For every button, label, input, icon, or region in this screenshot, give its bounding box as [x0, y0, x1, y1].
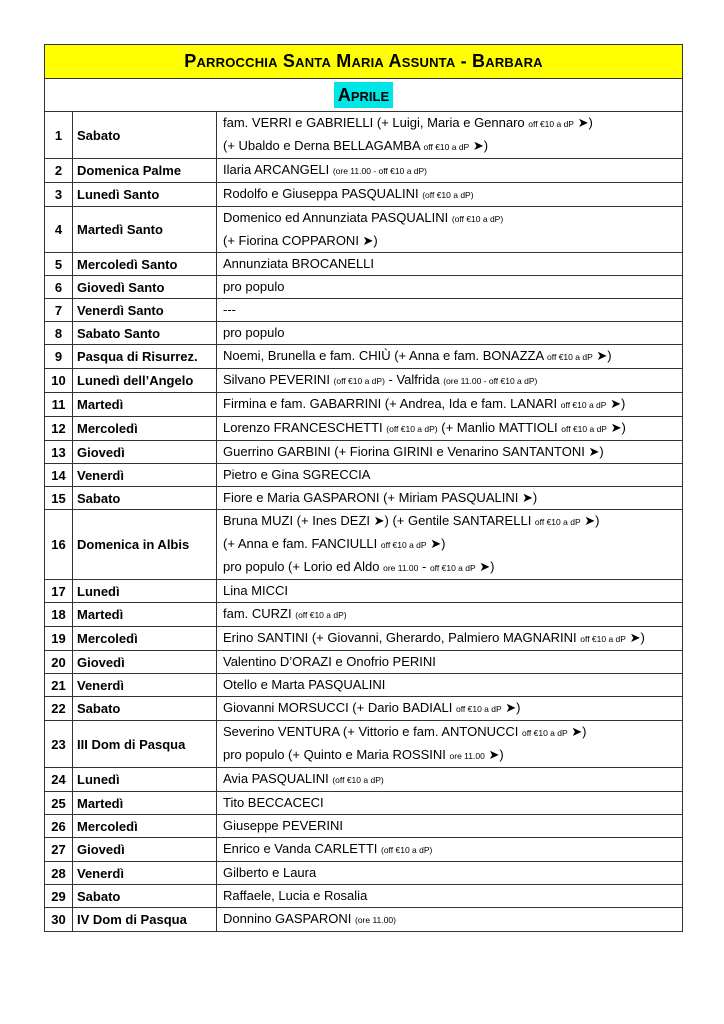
day-number: 22 — [45, 697, 73, 721]
day-number: 11 — [45, 393, 73, 417]
intention-cell — [217, 885, 683, 908]
intention-text: (+ Fiorina COPPARONI ➤) — [223, 233, 378, 248]
day-number: 19 — [45, 627, 73, 651]
intention-line — [223, 345, 678, 368]
day-name: Martedì — [73, 393, 217, 417]
day-number: 4 — [45, 207, 73, 253]
intention-text: Giuseppe PEVERINI — [223, 818, 343, 833]
intention-text: pro populo (+ Lorio ed Aldo — [223, 559, 384, 574]
intention-line — [223, 487, 678, 509]
offering-note: off €10 a dP — [560, 400, 607, 410]
intention-line — [223, 533, 678, 556]
table-row — [45, 603, 683, 627]
intention-cell — [217, 369, 683, 393]
day-name: Mercoledì — [73, 417, 217, 441]
day-number: 18 — [45, 603, 73, 627]
day-name: Martedì — [73, 792, 217, 815]
intention-text: Bruna MUZI (+ Ines DEZI ➤) (+ Gentile SANTARELLI — [223, 513, 535, 528]
table-row — [45, 183, 683, 207]
offering-note: (ore 11.00) — [354, 915, 396, 925]
intention-line — [223, 556, 678, 579]
intention-text: --- — [223, 302, 236, 317]
intention-text: pro populo (+ Quinto e Maria ROSSINI — [223, 747, 450, 762]
intention-text: Lorenzo FRANCESCHETTI — [223, 420, 387, 435]
day-name: Lunedì — [73, 768, 217, 792]
intention-cell — [217, 487, 683, 510]
offering-note: off €10 a dP — [534, 517, 581, 527]
table-row — [45, 792, 683, 815]
intention-text: pro populo — [223, 325, 285, 340]
intention-text: ➤) — [567, 724, 587, 739]
offering-note: off €10 a dP — [528, 119, 574, 129]
day-name: Sabato — [73, 112, 217, 159]
day-number: 26 — [45, 815, 73, 838]
day-number: 14 — [45, 464, 73, 487]
table-row — [45, 768, 683, 792]
day-number: 27 — [45, 838, 73, 862]
day-number: 16 — [45, 510, 73, 580]
table-row — [45, 627, 683, 651]
intention-text: Annunziata BROCANELLI — [223, 256, 375, 271]
intention-text: ➤) — [426, 536, 446, 551]
intention-cell — [217, 207, 683, 253]
intention-text: (+ Anna e fam. FANCIULLI — [223, 536, 381, 551]
intention-line — [223, 230, 678, 252]
intention-text: Rodolfo e Giuseppa PASQUALINI — [223, 186, 423, 201]
day-name: Mercoledì — [73, 627, 217, 651]
day-number: 2 — [45, 159, 73, 183]
intention-line — [223, 862, 678, 884]
intention-line — [223, 253, 678, 275]
month-label: Aprile — [334, 82, 393, 108]
table-row — [45, 885, 683, 908]
intention-cell — [217, 345, 683, 369]
intention-text: ➤) — [625, 630, 645, 645]
intention-text: Firmina e fam. GABARRINI (+ Andrea, Ida e fam. LANARI — [223, 396, 561, 411]
day-name: Mercoledì Santo — [73, 253, 217, 276]
intention-line — [223, 838, 678, 861]
day-name: Giovedì — [73, 651, 217, 674]
day-number: 24 — [45, 768, 73, 792]
intention-text: Avia PASQUALINI — [223, 771, 333, 786]
day-number: 5 — [45, 253, 73, 276]
intention-text: Severino VENTURA (+ Vittorio e fam. ANTONUCCI — [223, 724, 522, 739]
day-name: Sabato Santo — [73, 322, 217, 345]
day-number: 17 — [45, 580, 73, 603]
intention-cell — [217, 603, 683, 627]
intention-cell — [217, 112, 683, 159]
table-row — [45, 159, 683, 183]
table-row — [45, 393, 683, 417]
offering-note: off €10 a dP — [380, 540, 427, 550]
day-number: 15 — [45, 487, 73, 510]
parish-title: Parrocchia Santa Maria Assunta - Barbara — [45, 45, 683, 79]
intention-cell — [217, 299, 683, 322]
intention-cell — [217, 908, 683, 932]
intention-cell — [217, 580, 683, 603]
intention-text: Enrico e Vanda CARLETTI — [223, 841, 381, 856]
intention-text: fam. CURZI — [223, 606, 296, 621]
intention-cell — [217, 862, 683, 885]
day-number: 30 — [45, 908, 73, 932]
intention-line — [223, 322, 678, 344]
table-row — [45, 276, 683, 299]
day-number: 12 — [45, 417, 73, 441]
day-number: 13 — [45, 441, 73, 464]
day-name: IV Dom di Pasqua — [73, 908, 217, 932]
table-row — [45, 908, 683, 932]
intention-line — [223, 464, 678, 486]
intention-text: pro populo — [223, 279, 285, 294]
day-name: Domenica in Albis — [73, 510, 217, 580]
day-name: Sabato — [73, 487, 217, 510]
offering-note: (off €10 a dP) — [381, 845, 433, 855]
intention-line — [223, 580, 678, 602]
table-row — [45, 464, 683, 487]
intention-text: Domenico ed Annunziata PASQUALINI — [223, 210, 452, 225]
offering-note: (ore 11.00 - off €10 a dP) — [332, 166, 428, 176]
day-number: 28 — [45, 862, 73, 885]
intention-line — [223, 299, 678, 321]
day-number: 7 — [45, 299, 73, 322]
intention-line — [223, 183, 678, 206]
day-number: 6 — [45, 276, 73, 299]
intention-line — [223, 276, 678, 298]
intention-text: Guerrino GARBINI (+ Fiorina GIRINI e Venarino SANTANTONI ➤) — [223, 444, 604, 459]
day-name: Giovedì Santo — [73, 276, 217, 299]
offering-note: ore 11.00 — [449, 751, 485, 761]
day-name: Venerdì Santo — [73, 299, 217, 322]
intention-text: Silvano PEVERINI — [223, 372, 334, 387]
offering-note: (ore 11.00 - off €10 a dP) — [443, 376, 538, 386]
intention-text: Tito BECCACECI — [223, 795, 324, 810]
mass-intentions-sheet — [44, 44, 682, 932]
day-name: Martedì Santo — [73, 207, 217, 253]
intention-line — [223, 441, 678, 463]
intention-line — [223, 768, 678, 791]
day-number: 3 — [45, 183, 73, 207]
intention-line — [223, 603, 678, 626]
intention-line — [223, 744, 678, 767]
table-row — [45, 862, 683, 885]
offering-note: off €10 a dP — [547, 352, 593, 362]
intention-text: ➤) — [501, 700, 521, 715]
intention-text: Gilberto e Laura — [223, 865, 317, 880]
day-name: Venerdì — [73, 464, 217, 487]
table-row — [45, 207, 683, 253]
intention-line — [223, 417, 678, 440]
offering-note: ore 11.00 — [383, 563, 419, 573]
offering-note: off €10 a dP — [521, 728, 568, 738]
intention-cell — [217, 721, 683, 768]
offering-note: off €10 a dP — [561, 424, 607, 434]
intention-text: ➤) — [475, 559, 495, 574]
intention-text: Fiore e Maria GASPARONI (+ Miriam PASQUALINI ➤) — [223, 490, 538, 505]
day-number: 10 — [45, 369, 73, 393]
intention-cell — [217, 674, 683, 697]
intention-line — [223, 815, 678, 837]
intention-line — [223, 135, 678, 158]
intention-line — [223, 627, 678, 650]
day-number: 8 — [45, 322, 73, 345]
intention-text: - Valfrida — [384, 372, 444, 387]
intention-text: Lina MICCI — [223, 583, 289, 598]
intention-text: Donnino GASPARONI — [223, 911, 355, 926]
intention-text: Otello e Marta PASQUALINI — [223, 677, 386, 692]
intention-cell — [217, 417, 683, 441]
day-name: Pasqua di Risurrez. — [73, 345, 217, 369]
intention-cell — [217, 276, 683, 299]
intention-text: (+ Ubaldo e Derna BELLAGAMBA — [223, 138, 424, 153]
month-row — [45, 79, 683, 112]
intention-line — [223, 159, 678, 182]
intention-text: Noemi, Brunella e fam. CHIÙ (+ Anna e fam. BONAZZA — [223, 348, 548, 363]
intention-text: - — [418, 559, 430, 574]
intention-cell — [217, 441, 683, 464]
day-number: 23 — [45, 721, 73, 768]
offering-note: (off €10 a dP) — [332, 775, 384, 785]
intention-text: ➤) — [606, 396, 626, 411]
offering-note: off €10 a dP — [423, 142, 470, 152]
table-row — [45, 253, 683, 276]
table-row — [45, 441, 683, 464]
offering-note: (off €10 a dP) — [333, 376, 385, 386]
day-name: Giovedì — [73, 441, 217, 464]
intention-cell — [217, 792, 683, 815]
offering-note: off €10 a dP — [455, 704, 502, 714]
intention-line — [223, 885, 678, 907]
day-name: Mercoledì — [73, 815, 217, 838]
intention-text: ➤) — [573, 115, 593, 130]
day-number: 29 — [45, 885, 73, 908]
day-name: Lunedì Santo — [73, 183, 217, 207]
intention-line — [223, 674, 678, 696]
intention-text: ➤) — [592, 348, 612, 363]
intention-cell — [217, 464, 683, 487]
day-name: Sabato — [73, 697, 217, 721]
intention-cell — [217, 183, 683, 207]
table-row — [45, 838, 683, 862]
intention-text: Erino SANTINI (+ Giovanni, Gherardo, Palmiero MAGNARINI — [223, 630, 581, 645]
intention-cell — [217, 510, 683, 580]
title-row — [45, 45, 683, 79]
day-name: III Dom di Pasqua — [73, 721, 217, 768]
day-name: Domenica Palme — [73, 159, 217, 183]
day-name: Martedì — [73, 603, 217, 627]
table-row — [45, 487, 683, 510]
table-row — [45, 697, 683, 721]
table-row — [45, 674, 683, 697]
intention-line — [223, 207, 678, 230]
table-row — [45, 299, 683, 322]
day-number: 1 — [45, 112, 73, 159]
offering-note: off €10 a dP — [429, 563, 476, 573]
intention-cell — [217, 651, 683, 674]
offering-note: off €10 a dP — [580, 634, 626, 644]
intention-cell — [217, 322, 683, 345]
intention-line — [223, 393, 678, 416]
intention-text: ➤) — [606, 420, 626, 435]
day-number: 25 — [45, 792, 73, 815]
table-row — [45, 580, 683, 603]
intention-cell — [217, 697, 683, 721]
intention-text: ➤) — [469, 138, 489, 153]
intention-text: fam. VERRI e GABRIELLI (+ Luigi, Maria e Gennaro — [223, 115, 529, 130]
mass-intentions-table — [44, 44, 683, 932]
offering-note: (off €10 a dP) — [422, 190, 474, 200]
day-number: 9 — [45, 345, 73, 369]
intention-text: ➤) — [580, 513, 600, 528]
day-name: Lunedì dell’Angelo — [73, 369, 217, 393]
table-row — [45, 815, 683, 838]
intention-cell — [217, 815, 683, 838]
intention-line — [223, 697, 678, 720]
intention-line — [223, 721, 678, 744]
intention-line — [223, 651, 678, 673]
table-row — [45, 369, 683, 393]
intention-text: Raffaele, Lucia e Rosalia — [223, 888, 368, 903]
intention-text: Pietro e Gina SGRECCIA — [223, 467, 371, 482]
intention-cell — [217, 627, 683, 651]
table-row — [45, 510, 683, 580]
table-row — [45, 417, 683, 441]
table-row — [45, 651, 683, 674]
intention-cell — [217, 393, 683, 417]
table-row — [45, 721, 683, 768]
intention-cell — [217, 768, 683, 792]
intention-cell — [217, 838, 683, 862]
intention-line — [223, 510, 678, 533]
day-number: 20 — [45, 651, 73, 674]
intention-text: (+ Manlio MATTIOLI — [437, 420, 562, 435]
day-name: Venerdì — [73, 862, 217, 885]
day-name: Venerdì — [73, 674, 217, 697]
intention-line — [223, 908, 678, 931]
day-name: Sabato — [73, 885, 217, 908]
intention-cell — [217, 159, 683, 183]
intention-line — [223, 792, 678, 814]
intention-text: Valentino D’ORAZI e Onofrio PERINI — [223, 654, 436, 669]
table-row — [45, 112, 683, 159]
table-row — [45, 345, 683, 369]
offering-note: (off €10 a dP) — [386, 424, 438, 434]
intention-text: Ilaria ARCANGELI — [223, 162, 333, 177]
intention-text: ➤) — [484, 747, 504, 762]
day-name: Giovedì — [73, 838, 217, 862]
table-row — [45, 322, 683, 345]
intention-text: Giovanni MORSUCCI (+ Dario BADIALI — [223, 700, 456, 715]
offering-note: (off €10 a dP) — [451, 214, 504, 224]
intention-line — [223, 112, 678, 135]
intention-line — [223, 369, 678, 392]
intention-cell — [217, 253, 683, 276]
offering-note: (off €10 a dP) — [295, 610, 347, 620]
day-name: Lunedì — [73, 580, 217, 603]
day-number: 21 — [45, 674, 73, 697]
